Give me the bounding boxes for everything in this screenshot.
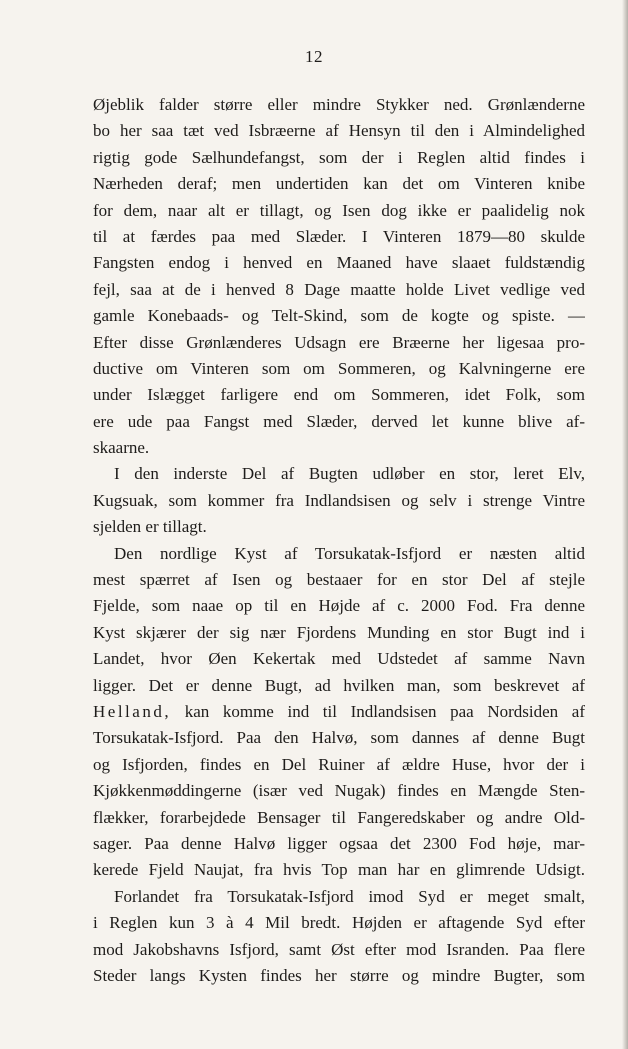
text-line: I den inderste Del af Bugten udløber en stor, leret Elv, [114, 464, 585, 484]
text-line: kerede Fjeld Naujat, fra hvis Top man har en glimrende Udsigt. [93, 860, 585, 880]
text-line: for dem, naar alt er tillagt, og Isen dog ikke er paalidelig nok [93, 200, 585, 220]
text-line: Øjeblik falder større eller mindre Stykker ned. Grønlænderne [93, 95, 585, 114]
text-line: ductive om Vinteren som om Sommeren, og Kalvningerne ere [93, 358, 585, 378]
text-line-rest: kan komme ind til Indlandsisen paa Nordsiden af [171, 701, 585, 721]
text-line: Nærheden deraf; men undertiden kan det om Vinteren knibe [93, 174, 585, 194]
text-line: Kjøkkenmøddingerne (især ved Nugak) findes en Mængde Sten- [93, 781, 585, 801]
text-line: Fjelde, som naae op til en Højde af c. 2000 Fod. Fra denne [93, 596, 585, 616]
spaced-name: Helland, [93, 701, 172, 721]
text-line: Torsukatak-Isfjord. Paa den Halvø, som dannes af denne Bugt [93, 728, 585, 748]
text-line: Kyst skjærer der sig nær Fjordens Munding en stor Bugt ind i [93, 622, 585, 642]
text-line: under Islægget farligere end om Sommeren, idet Folk, som [93, 385, 585, 405]
text-line: i Reglen kun 3 à 4 Mil bredt. Højden er aftagende Syd efter [93, 913, 585, 933]
text-line: rigtig gode Sælhundefangst, som der i Reglen altid findes i [93, 147, 585, 167]
text-line: flækker, forarbejdede Bensager til Fangeredskaber og andre Old- [93, 807, 585, 827]
page-number: 12 [305, 47, 323, 66]
text-line: ere ude paa Fangst med Slæder, derved let kunne blive af- [93, 411, 585, 431]
text-line: ligger. Det er denne Bugt, ad hvilken man, som beskrevet af [93, 675, 585, 695]
body-text [93, 92, 585, 989]
text-line: Forlandet fra Torsukatak-Isfjord imod Syd er meget smalt, [114, 886, 585, 906]
text-line: Den nordlige Kyst af Torsukatak-Isfjord er næsten altid [114, 543, 585, 563]
text-line: Landet, hvor Øen Kekertak med Udstedet af samme Navn [93, 649, 585, 669]
text-line [93, 699, 585, 725]
text-line: Fangsten endog i henved en Maaned have slaaet fuldstændig [93, 253, 585, 273]
text-line: sager. Paa denne Halvø ligger ogsaa det 2300 Fod høje, mar- [93, 833, 585, 853]
text-line: skaarne. [93, 438, 150, 458]
text-line: Efter disse Grønlænderes Udsagn ere Bræerne her ligesaa pro- [93, 332, 585, 352]
text-line: fejl, saa at de i henved 8 Dage maatte holde Livet vedlige ved [93, 279, 585, 299]
text-line: gamle Konebaads- og Telt-Skind, som de kogte og spiste. — [93, 306, 585, 326]
text-line: og Isfjorden, findes en Del Ruiner af ældre Huse, hvor der i [93, 754, 585, 774]
text-line: mest spærret af Isen og bestaaer for en stor Del af stejle [93, 570, 585, 590]
page-edge-shadow [622, 0, 628, 1049]
text-line: bo her saa tæt ved Isbræerne af Hensyn til den i Almindelighed [93, 121, 585, 141]
text-line: Kugsuak, som kommer fra Indlandsisen og selv i strenge Vintre [93, 490, 585, 510]
text-line: til at færdes paa med Slæder. I Vinteren 1879—80 skulde [93, 226, 585, 246]
text-line: mod Jakobshavns Isfjord, samt Øst efter mod Isranden. Paa flere [93, 939, 585, 959]
text-line: Steder langs Kysten findes her større og mindre Bugter, som [93, 965, 585, 985]
text-line: sjelden er tillagt. [93, 517, 207, 537]
